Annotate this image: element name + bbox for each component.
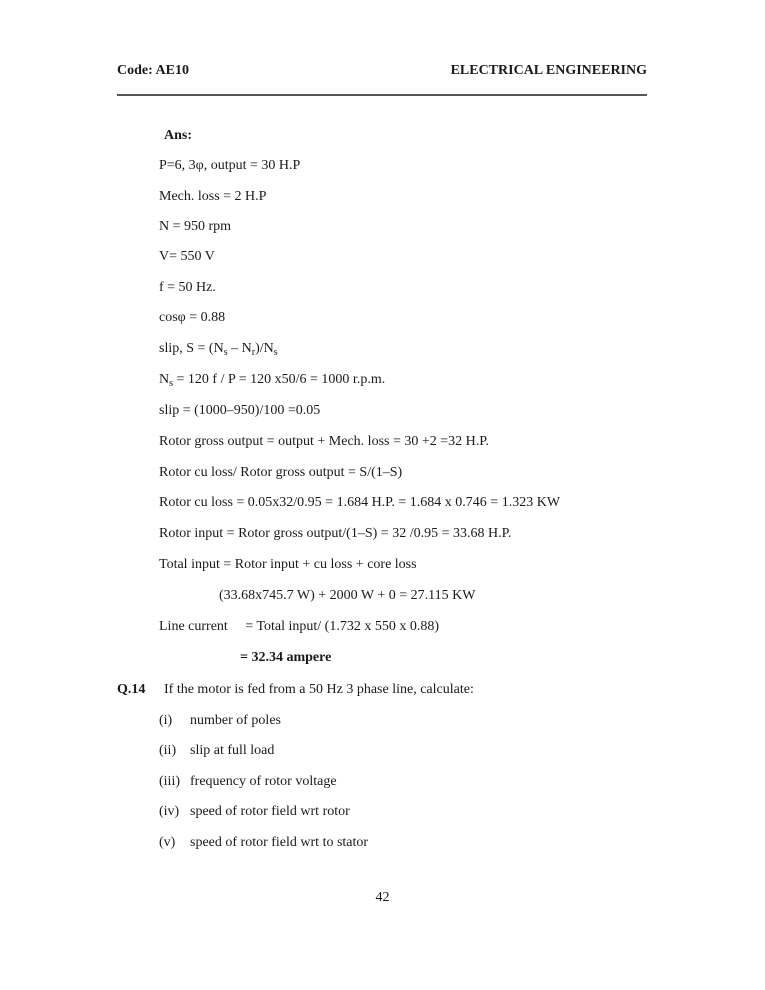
total-input-value: (33.68x745.7 W) + 2000 W + 0 = 27.115 KW xyxy=(219,588,476,603)
given-line: f = 50 Hz. xyxy=(159,280,216,295)
slip-formula: slip, $S = (N_s - N_r)/N_s$ xyxy=(159,341,278,358)
page-number: 42 xyxy=(375,890,390,905)
calc-line: slip = (1000–950)/100 =0.05 xyxy=(159,403,321,418)
item-number: (i) xyxy=(159,713,173,728)
given-line: cosφ = 0.88 xyxy=(159,310,226,325)
subject-title: ELECTRICAL ENGINEERING xyxy=(450,63,647,78)
calc-line: Rotor input = Rotor gross output/(1–S) = 32 /0.95 = 33.68 H.P. xyxy=(159,526,512,541)
line-current-result: = 32.34 ampere xyxy=(240,650,332,665)
ns-formula: $N_s = 120$ f / P = 120 x50/6 = 1000 r.p.m. xyxy=(159,372,386,389)
answer-label: Ans: xyxy=(164,128,193,143)
item-number: (iv) xyxy=(159,804,180,819)
item-number: (ii) xyxy=(159,743,177,758)
item-text: speed of rotor field wrt rotor xyxy=(190,804,350,819)
given-line: P=6, 3φ, output = 30 H.P xyxy=(159,158,301,173)
item-number: (v) xyxy=(159,835,176,850)
given-line: N = 950 rpm xyxy=(159,219,232,234)
calc-line: Rotor cu loss/ Rotor gross output = S/(1–S) xyxy=(159,465,403,480)
question-text: If the motor is fed from a 50 Hz 3 phase line, calculate: xyxy=(164,682,474,697)
calc-line: Rotor cu loss = 0.05x32/0.95 = 1.684 H.P. = 1.684 x 0.746 = 1.323 KW xyxy=(159,495,561,510)
item-text: number of poles xyxy=(190,713,281,728)
calc-line: Rotor gross output = output + Mech. loss = 30 +2 =32 H.P. xyxy=(159,434,489,449)
given-line: Mech. loss = 2 H.P xyxy=(159,189,267,204)
item-text: slip at full load xyxy=(190,743,275,758)
line-current-formula: Line current = Total input/ (1.732 x 550 x 0.88) xyxy=(159,619,439,634)
header-rule xyxy=(117,94,647,96)
calc-line: Total input = Rotor input + cu loss + core loss xyxy=(159,557,417,572)
course-code: Code: AE10 xyxy=(117,63,189,78)
question-number: Q.14 xyxy=(117,682,146,697)
item-text: frequency of rotor voltage xyxy=(190,774,337,789)
item-number: (iii) xyxy=(159,774,180,789)
given-line: V= 550 V xyxy=(159,249,215,264)
item-text: speed of rotor field wrt to stator xyxy=(190,835,369,850)
